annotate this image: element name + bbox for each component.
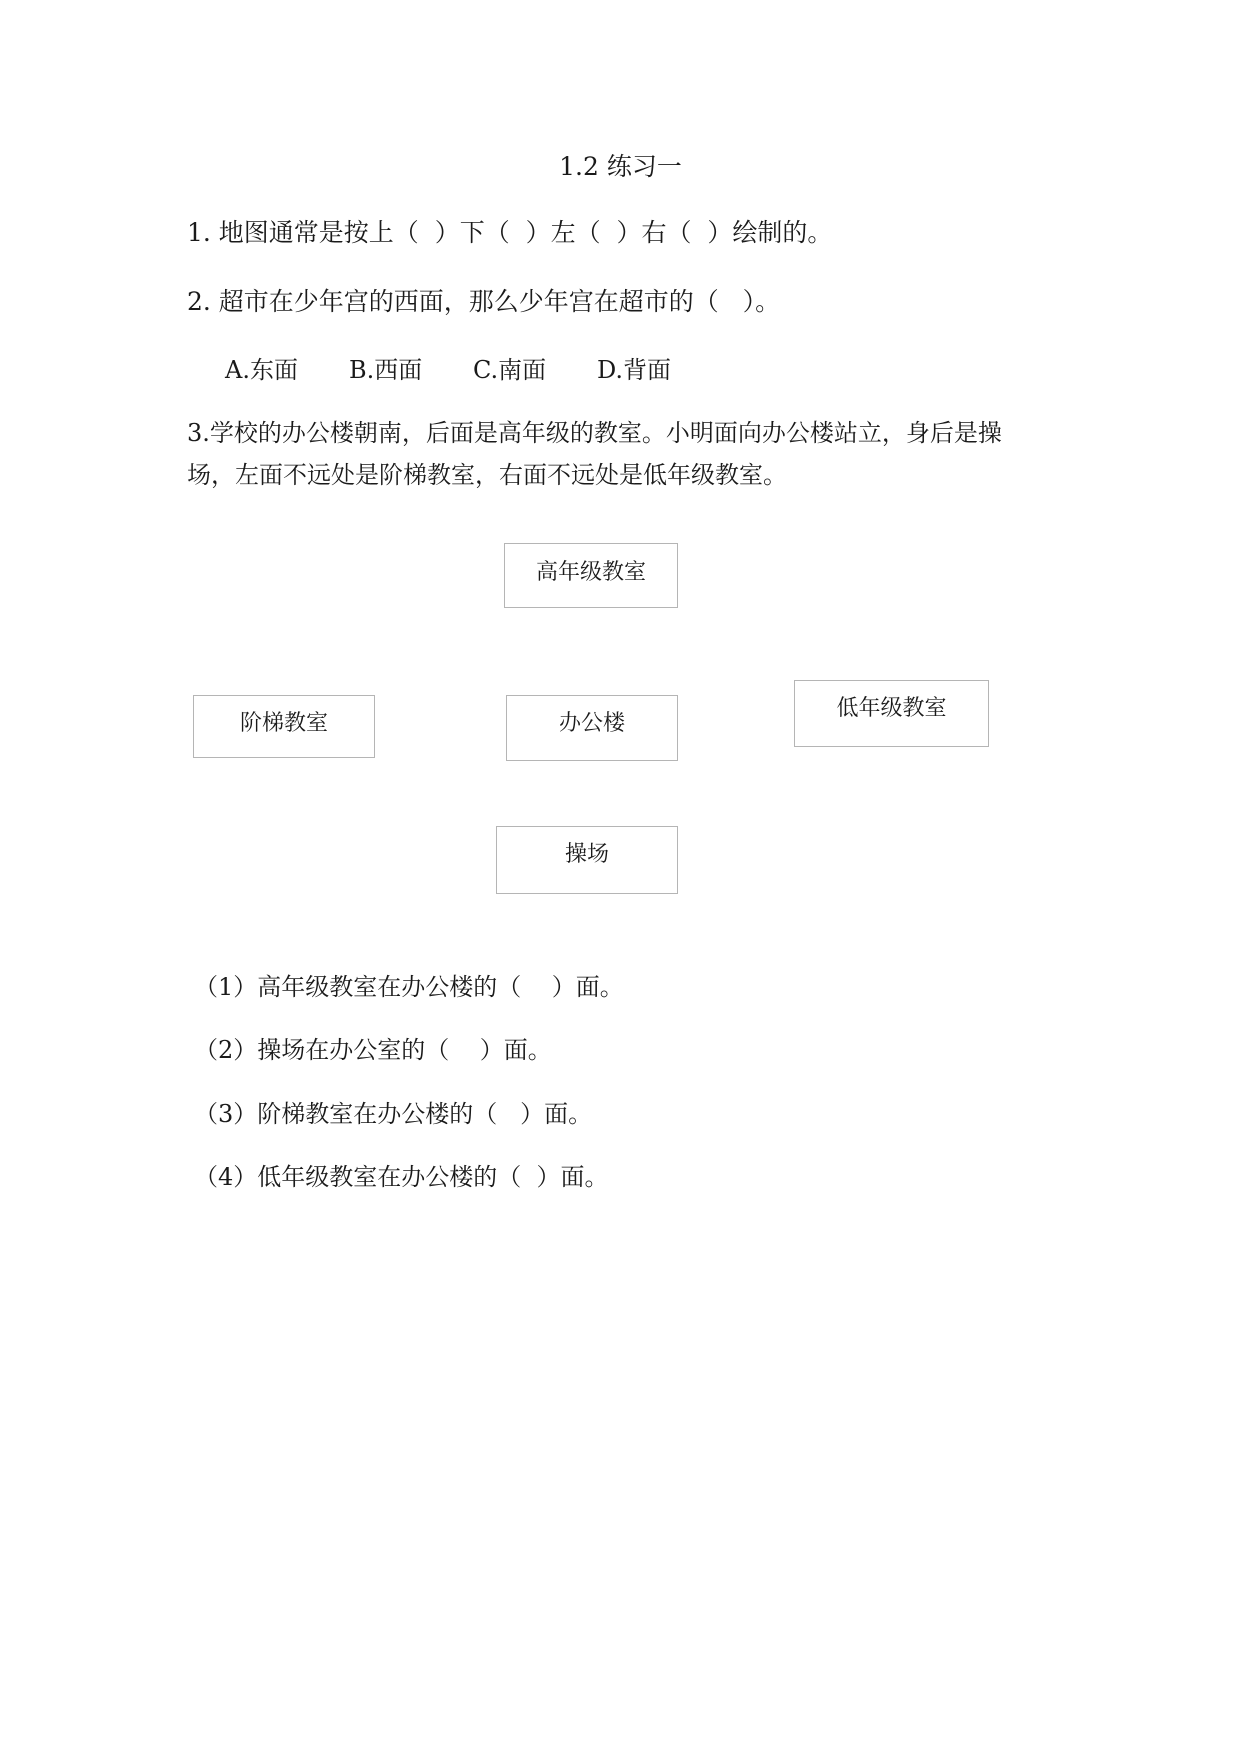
box-junior-classroom-label: 低年级教室 <box>836 696 947 721</box>
box-playground-label: 操场 <box>564 842 609 867</box>
subquestion-4: （4）低年级教室在办公楼的（ ）面。 <box>194 1163 609 1191</box>
subquestion-3: （3）阶梯教室在办公楼的（ ）面。 <box>194 1100 593 1128</box>
box-junior-classroom <box>794 680 989 747</box>
box-playground <box>496 826 678 894</box>
box-office-building <box>506 695 678 761</box>
subquestion-2: （2）操场在办公室的（ ）面。 <box>194 1036 552 1064</box>
option-a: A.东面 <box>225 356 298 384</box>
subquestion-1: （1）高年级教室在办公楼的（ ）面。 <box>194 973 624 1001</box>
question-2: 2. 超市在少年宫的西面，那么少年宫在超市的（ ）。 <box>187 287 781 316</box>
box-lecture-hall <box>193 695 375 758</box>
question-1: 1. 地图通常是按上（ ）下（ ）左（ ）右（ ）绘制的。 <box>187 218 833 247</box>
option-d: D.背面 <box>597 356 672 384</box>
page-title: 1.2 练习一 <box>559 152 682 181</box>
option-b: B.西面 <box>349 356 423 384</box>
box-senior-classroom <box>504 543 678 608</box>
option-c: C.南面 <box>473 356 547 384</box>
box-office-building-label: 办公楼 <box>558 711 625 736</box>
question-3-line-2: 场，左面不远处是阶梯教室，右面不远处是低年级教室。 <box>187 461 787 489</box>
box-lecture-hall-label: 阶梯教室 <box>239 711 328 736</box>
box-senior-classroom-label: 高年级教室 <box>535 560 646 585</box>
question-3-line-1: 3.学校的办公楼朝南，后面是高年级的教室。小明面向办公楼站立，身后是操 <box>187 419 1002 447</box>
